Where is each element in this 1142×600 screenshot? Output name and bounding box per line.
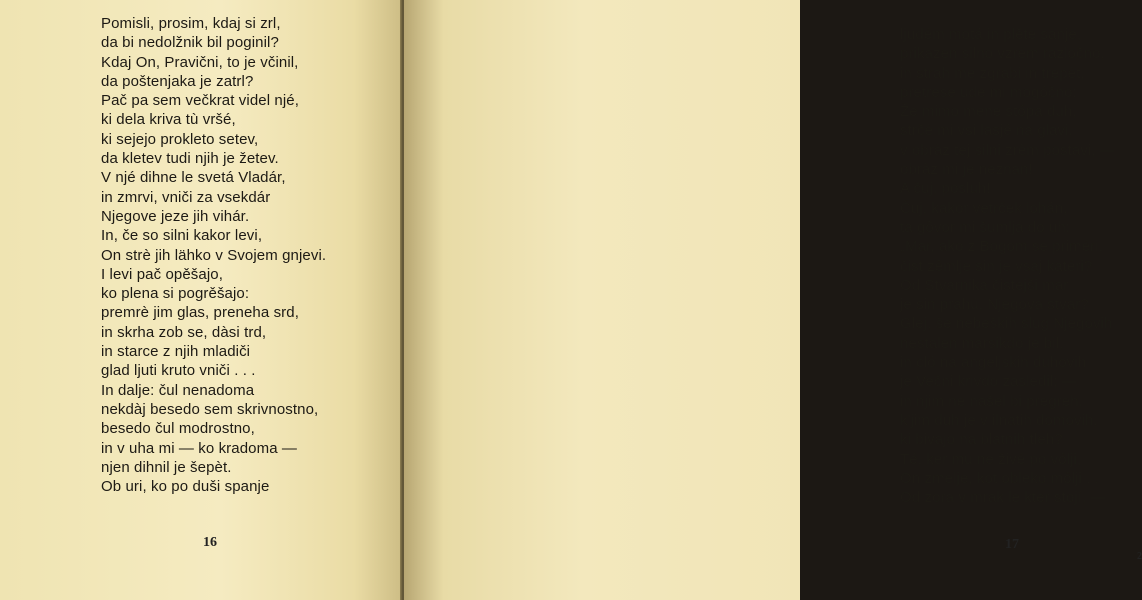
right-page-text (900, 25, 1115, 507)
text-line: Od zora v mrak le kter stojí, — (900, 489, 1106, 507)
text-line: In, če so silni kakor levi, (101, 227, 263, 245)
text-line: Té, ker mu ne živé po vôlji, (900, 450, 1082, 468)
left-page (0, 0, 402, 600)
text-line: premrè jim glas, preneha srd, (101, 304, 299, 322)
text-line: nekdàj besedo sem skrivnostno, (101, 400, 319, 418)
text-line: in strah me zgrabi in trepèt, (900, 64, 1085, 82)
text-line: in njim ne našel bi pregreh, (900, 392, 1083, 410)
text-line: je sin prahú, Njegova stvar? (900, 296, 1089, 314)
right-page-number: 17 (1005, 537, 1019, 552)
text-line: V njé dihne le svetá Vladár, (101, 169, 286, 187)
right-page (404, 0, 1142, 600)
text-line: in v uha mi — ko kradoma — (101, 439, 298, 457)
text-line: Pač pa sem večkrat videl njé, (101, 92, 299, 110)
text-line: in skrha zob se, dàsi trd, (101, 323, 267, 341)
text-line: obràz mi je neznan! (900, 161, 1033, 179)
text-line: I levi pač opěšajo, (101, 265, 223, 283)
text-line: da bi nedolžnik bil poginil? (101, 34, 279, 52)
text-line: in starce z njih mladiči (101, 343, 251, 361)
text-line: strčè mi vsi lasjé na glavi, (900, 122, 1073, 140)
text-line: Že mimo mene stópa duh, (900, 103, 1077, 121)
text-line: ko plena si pogrěšajo: (101, 285, 250, 303)
text-line: Pomisli, prosim, kdaj si zrl, (101, 15, 281, 32)
text-line: ta gôvor mi šumljá do uh: (900, 218, 1071, 236)
text-line: prikazen silno vzrèm razločno, (900, 45, 1105, 63)
left-page-text (101, 14, 326, 496)
text-line: Ob uri, ko po duši spanje (101, 478, 270, 496)
text-line: „Mar, ako z Bogom se priméri, (900, 238, 1103, 256)
text-line: A čuj, posluh! (900, 180, 991, 198)
text-line: k'jim duh je v ilnatih domovih, (900, 411, 1098, 429)
text-line: v obràz tej silni zrèm postavi, — (900, 141, 1116, 159)
text-line: njen dihnil je šepèt. (101, 458, 232, 476)
text-line: Kdaj On, Pravični, to je včinil, (101, 53, 299, 71)
text-line: On zmelje, kot obleko môlji . . (900, 469, 1100, 487)
text-line: glad ljuti kruto vniči . . . (101, 362, 256, 380)
text-line: On strè jih lähko v Svojem gnjevi. (101, 246, 327, 264)
text-line: ki dela kriva tù vršé, (101, 111, 236, 129)
text-line: pretrese ude mi mogóčno: (900, 83, 1077, 101)
text-line: da poštenjaka je zatrl? (101, 72, 254, 90)
text-line: in cló na angeljskih duhovih (900, 354, 1087, 372)
text-line: Čuj, kakor vetrček lohán, (900, 199, 1068, 217)
text-line: da kletev tudi njih je žetev. (101, 150, 279, 168)
left-page-number: 16 (203, 535, 217, 550)
text-line: ljudém motá in plěte sanje, (900, 26, 1082, 43)
text-line: čist zêmlje sin je vsaj katéri? (900, 257, 1093, 275)
text-line: ki bivajo na blatnih tleh? (900, 431, 1063, 449)
text-line: Od Stvarnika čistejši mar (900, 276, 1069, 294)
text-line: Njegove jeze jih vihár. (101, 207, 250, 225)
text-line: In dalje: čul nenadoma (101, 381, 255, 399)
text-line: in zmrvi, vniči za vsekdár (101, 188, 271, 206)
text-line: nestalen marsikdo je bil, (900, 334, 1064, 352)
text-line: ki sejejo prokleto setev, (101, 130, 259, 148)
text-line: besedo čul modrostno, (101, 420, 255, 438)
text-line: Glej, še nebeških slug Njegovih (900, 315, 1113, 333)
text-line: je Večni krivdo zasledil; — (900, 373, 1077, 391)
signature-mark: 2 (1137, 551, 1142, 562)
